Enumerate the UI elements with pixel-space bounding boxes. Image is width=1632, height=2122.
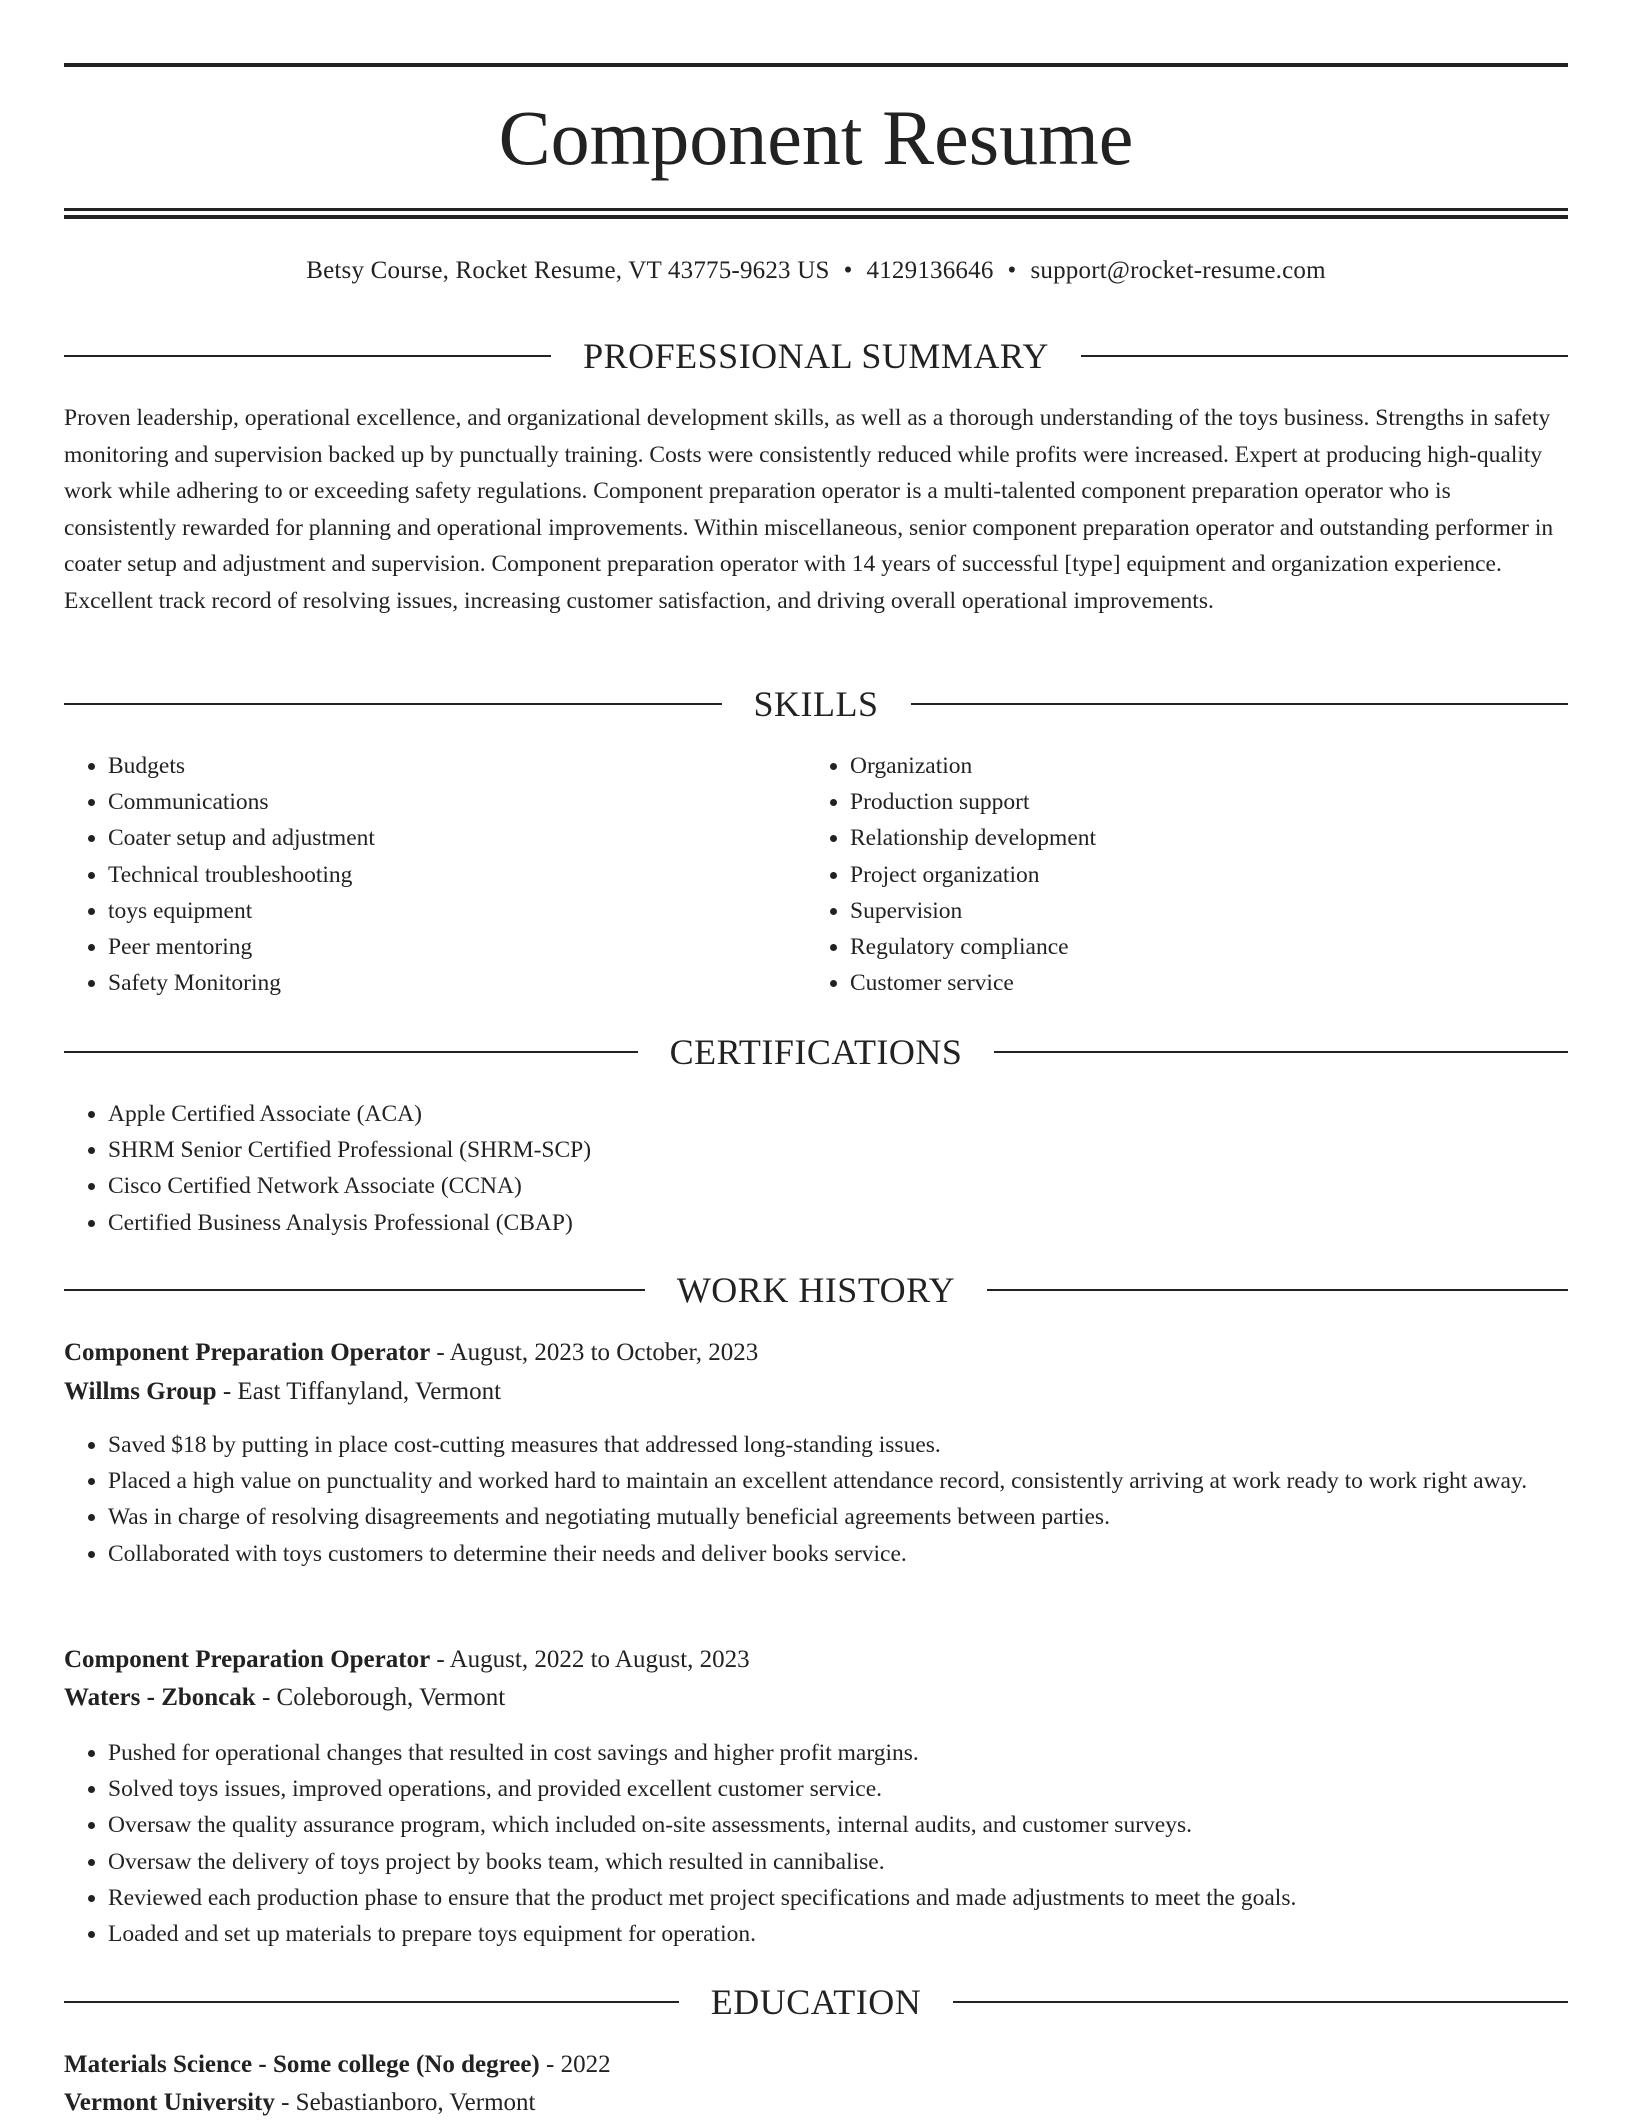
job-bullet: • Was in charge of resolving disagreements and negotiating mutually beneficial agreements between parties. — [108, 1499, 1568, 1535]
job-title: Component Preparation Operator — [64, 1339, 431, 1366]
job-bullet: • Collaborated with toys customers to determine their needs and deliver books service. — [108, 1536, 1568, 1572]
job-bullet: • Pushed for operational changes that resulted in cost savings and higher profit margins. — [108, 1735, 1568, 1771]
job-title: Component Preparation Operator — [64, 1646, 431, 1673]
heading-rule — [64, 703, 722, 705]
skill-item: • Peer mentoring — [108, 929, 808, 965]
skill-item: • Organization — [850, 748, 1550, 784]
heading-rule — [953, 2001, 1568, 2003]
heading-rule — [1081, 355, 1568, 357]
skill-item: • Production support — [850, 784, 1550, 820]
education-degree-line — [64, 2046, 1568, 2084]
skill-item: • Budgets — [108, 748, 808, 784]
job-dates: - August, 2023 to October, 2023 — [430, 1339, 759, 1366]
contact-address: Betsy Course, Rocket Resume, VT 43775-9623 US — [306, 257, 830, 284]
certification-item: • SHRM Senior Certified Professional (SHRM-SCP) — [108, 1132, 1568, 1168]
heading-rule — [64, 355, 551, 357]
job-title-line — [64, 1641, 1568, 1679]
resume-title: Component Resume — [498, 94, 1134, 181]
job-title-line — [64, 1334, 1568, 1372]
skill-item: • Customer service — [850, 965, 1550, 1001]
education-location: - Sebastianboro, Vermont — [274, 2089, 536, 2116]
skill-item: • Project organization — [850, 857, 1550, 893]
title-underline-thin — [64, 208, 1568, 211]
skill-item: • Technical troubleshooting — [108, 857, 808, 893]
certification-item: • Apple Certified Associate (ACA) — [108, 1096, 1568, 1132]
heading-label: EDUCATION — [710, 1982, 922, 2022]
job-bullets — [64, 1427, 1568, 1572]
contact-line — [64, 252, 1568, 290]
education-school-line — [64, 2084, 1568, 2122]
section-heading-summary — [64, 334, 1568, 378]
heading-rule — [987, 1289, 1568, 1291]
top-rule — [64, 63, 1568, 67]
skill-item: • Communications — [108, 784, 808, 820]
heading-label: WORK HISTORY — [676, 1270, 956, 1310]
heading-label: PROFESSIONAL SUMMARY — [583, 336, 1049, 376]
section-heading-certifications — [64, 1030, 1568, 1074]
contact-email: support@rocket-resume.com — [1030, 257, 1326, 284]
contact-phone: 4129136646 — [866, 257, 994, 284]
job-location: - Coleborough, Vermont — [255, 1684, 506, 1711]
skills-list-left — [64, 748, 808, 1001]
certifications-list — [64, 1096, 1568, 1241]
job-location: - East Tiffanyland, Vermont — [216, 1378, 502, 1405]
certification-item: • Cisco Certified Network Associate (CCNA) — [108, 1168, 1568, 1204]
job-company: Willms Group — [64, 1378, 217, 1405]
section-heading-education — [64, 1980, 1568, 2024]
title-underline-thick — [64, 215, 1568, 219]
section-heading-work-history — [64, 1268, 1568, 1312]
job-bullet: • Placed a high value on punctuality and worked hard to maintain an excellent attendance record, consistently arriving at work ready to work right away. — [108, 1463, 1568, 1499]
skill-item: • Regulatory compliance — [850, 929, 1550, 965]
job-bullet: • Loaded and set up materials to prepare toys equipment for operation. — [108, 1916, 1568, 1952]
skill-item: • Coater setup and adjustment — [108, 820, 808, 856]
section-heading-skills — [64, 682, 1568, 726]
contact-separator: • — [843, 257, 853, 284]
heading-label: SKILLS — [753, 684, 879, 724]
heading-label: CERTIFICATIONS — [669, 1032, 963, 1072]
job-company-line — [64, 1373, 1568, 1411]
heading-rule — [911, 703, 1569, 705]
summary-paragraph: Proven leadership, operational excellence, and organizational development skills, as well as a thorough understanding of the toys business. Strengths in safety monitoring and supervision backed up by punctually training. Costs were consistently reduced while profits were increased. Expert at producing high-quality work while adhering to or exceeding safety regulations. Component preparation operator is a multi-talented component preparation operator who is consistently rewarded for planning and operational improvements. Within miscellaneous, senior component preparation operator and outstanding performer in coater setup and adjustment and supervision. Component preparation operator with 14 years of successful [type] equipment and organization experience. Excellent track record of resolving issues, increasing customer satisfaction, and driving overall operational improvements. — [64, 405, 1554, 614]
education-school: Vermont University — [64, 2089, 275, 2116]
job-dates: - August, 2022 to August, 2023 — [430, 1646, 750, 1673]
job-company-line — [64, 1679, 1568, 1717]
heading-rule — [64, 2001, 679, 2003]
contact-separator: • — [1007, 257, 1017, 284]
job-bullet: • Oversaw the delivery of toys project by books team, which resulted in cannibalise. — [108, 1844, 1568, 1880]
job-bullet: • Saved $18 by putting in place cost-cutting measures that addressed long-standing issues. — [108, 1427, 1568, 1463]
job-bullet: • Solved toys issues, improved operations, and provided excellent customer service. — [108, 1771, 1568, 1807]
skill-item: • Relationship development — [850, 820, 1550, 856]
education-degree: Materials Science - Some college (No degree) — [64, 2051, 540, 2078]
skill-item: • Supervision — [850, 893, 1550, 929]
job-bullet: • Oversaw the quality assurance program, which included on-site assessments, internal audits, and customer surveys. — [108, 1807, 1568, 1843]
heading-rule — [64, 1289, 645, 1291]
job-company: Waters - Zboncak — [64, 1684, 256, 1711]
education-year: - 2022 — [539, 2051, 611, 2078]
heading-rule — [64, 1051, 638, 1053]
certification-item: • Certified Business Analysis Professional (CBAP) — [108, 1205, 1568, 1241]
job-bullets — [64, 1735, 1568, 1952]
skill-item: • toys equipment — [108, 893, 808, 929]
job-bullet: • Reviewed each production phase to ensure that the product met project specifications and made adjustments to meet the goals. — [108, 1880, 1568, 1916]
skills-list-right — [806, 748, 1550, 1001]
heading-rule — [994, 1051, 1568, 1053]
skill-item: • Safety Monitoring — [108, 965, 808, 1001]
